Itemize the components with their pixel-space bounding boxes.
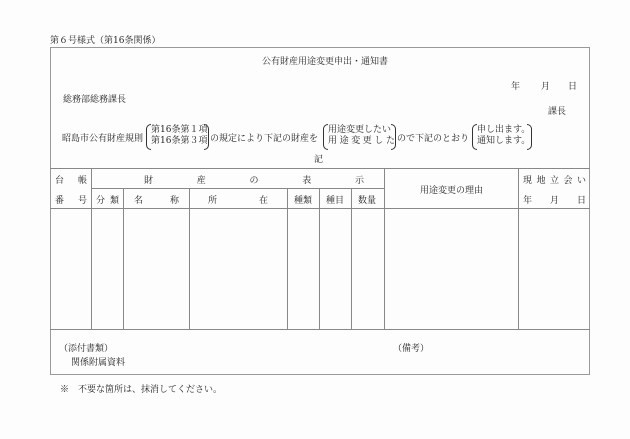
ki-label: 記 (314, 155, 324, 165)
addressee: 総務部総務課長 (63, 95, 127, 105)
cell-reason[interactable] (385, 209, 518, 329)
remarks-label: （備考） (393, 344, 430, 354)
bracket-right (391, 124, 396, 150)
body-middle2: ので下記のとおり (397, 134, 470, 144)
sender-title: 課長 (548, 107, 567, 117)
cell-ledger-number[interactable] (51, 209, 91, 329)
bracket-right (204, 124, 209, 150)
header-quantity: 数量 (358, 196, 377, 206)
action-option-1: 申し出ます。 (477, 125, 531, 135)
date-month: 月 (541, 82, 551, 92)
action-options (477, 125, 530, 147)
header-property-display: 財 産 の 表 示 (144, 176, 364, 186)
form-label: 第６号様式（第16条関係） (50, 36, 161, 46)
header-reason: 用途変更の理由 (420, 186, 484, 196)
change-options (328, 125, 398, 147)
change-option-1: 用途変更したい (328, 125, 392, 135)
body-prefix: 昭島市公有財産規則 (62, 134, 144, 144)
date-year: 年 (511, 82, 521, 92)
form-title: 公有財産用途変更申出・通知書 (262, 57, 389, 67)
rule-option-1: 第16条第１項 (151, 125, 208, 135)
date-day: 日 (568, 82, 578, 92)
cell-inspection-date[interactable] (519, 209, 589, 329)
body-middle: の規定により下記の財産を (210, 134, 319, 144)
table-top-line (50, 168, 590, 169)
header-category: 分 類 (96, 196, 119, 206)
header-inspection-date: 年 月 日 (523, 196, 586, 206)
header-kind: 種類 (294, 196, 313, 206)
rule-option-2: 第16条第３項 (151, 136, 208, 146)
header-ledger-number: 番 号 (55, 196, 87, 206)
header-name: 名 称 (134, 196, 179, 206)
cell-name[interactable] (124, 209, 189, 329)
attachments-label: （添付書類） (59, 344, 114, 354)
rule-options (151, 125, 207, 147)
cell-item[interactable] (320, 209, 351, 329)
header-item: 種目 (326, 196, 345, 206)
action-option-2: 通知します。 (477, 136, 531, 146)
cell-quantity[interactable] (352, 209, 384, 329)
attachments-value: 関係附属資料 (71, 358, 126, 368)
table-bottom-line (50, 329, 590, 330)
header-inspection: 現 地 立 会 い (523, 176, 586, 186)
cell-location[interactable] (190, 209, 287, 329)
header-ledger: 台 帳 (55, 176, 87, 186)
cell-category[interactable] (92, 209, 123, 329)
header-location: 所 在 (208, 196, 268, 206)
cell-kind[interactable] (288, 209, 319, 329)
table-header-mid-line (91, 188, 384, 189)
footnote: ※ 不要な箇所は、抹消してください。 (60, 385, 223, 395)
bracket-right (527, 124, 532, 150)
change-option-2: 用途変更した (328, 136, 398, 146)
